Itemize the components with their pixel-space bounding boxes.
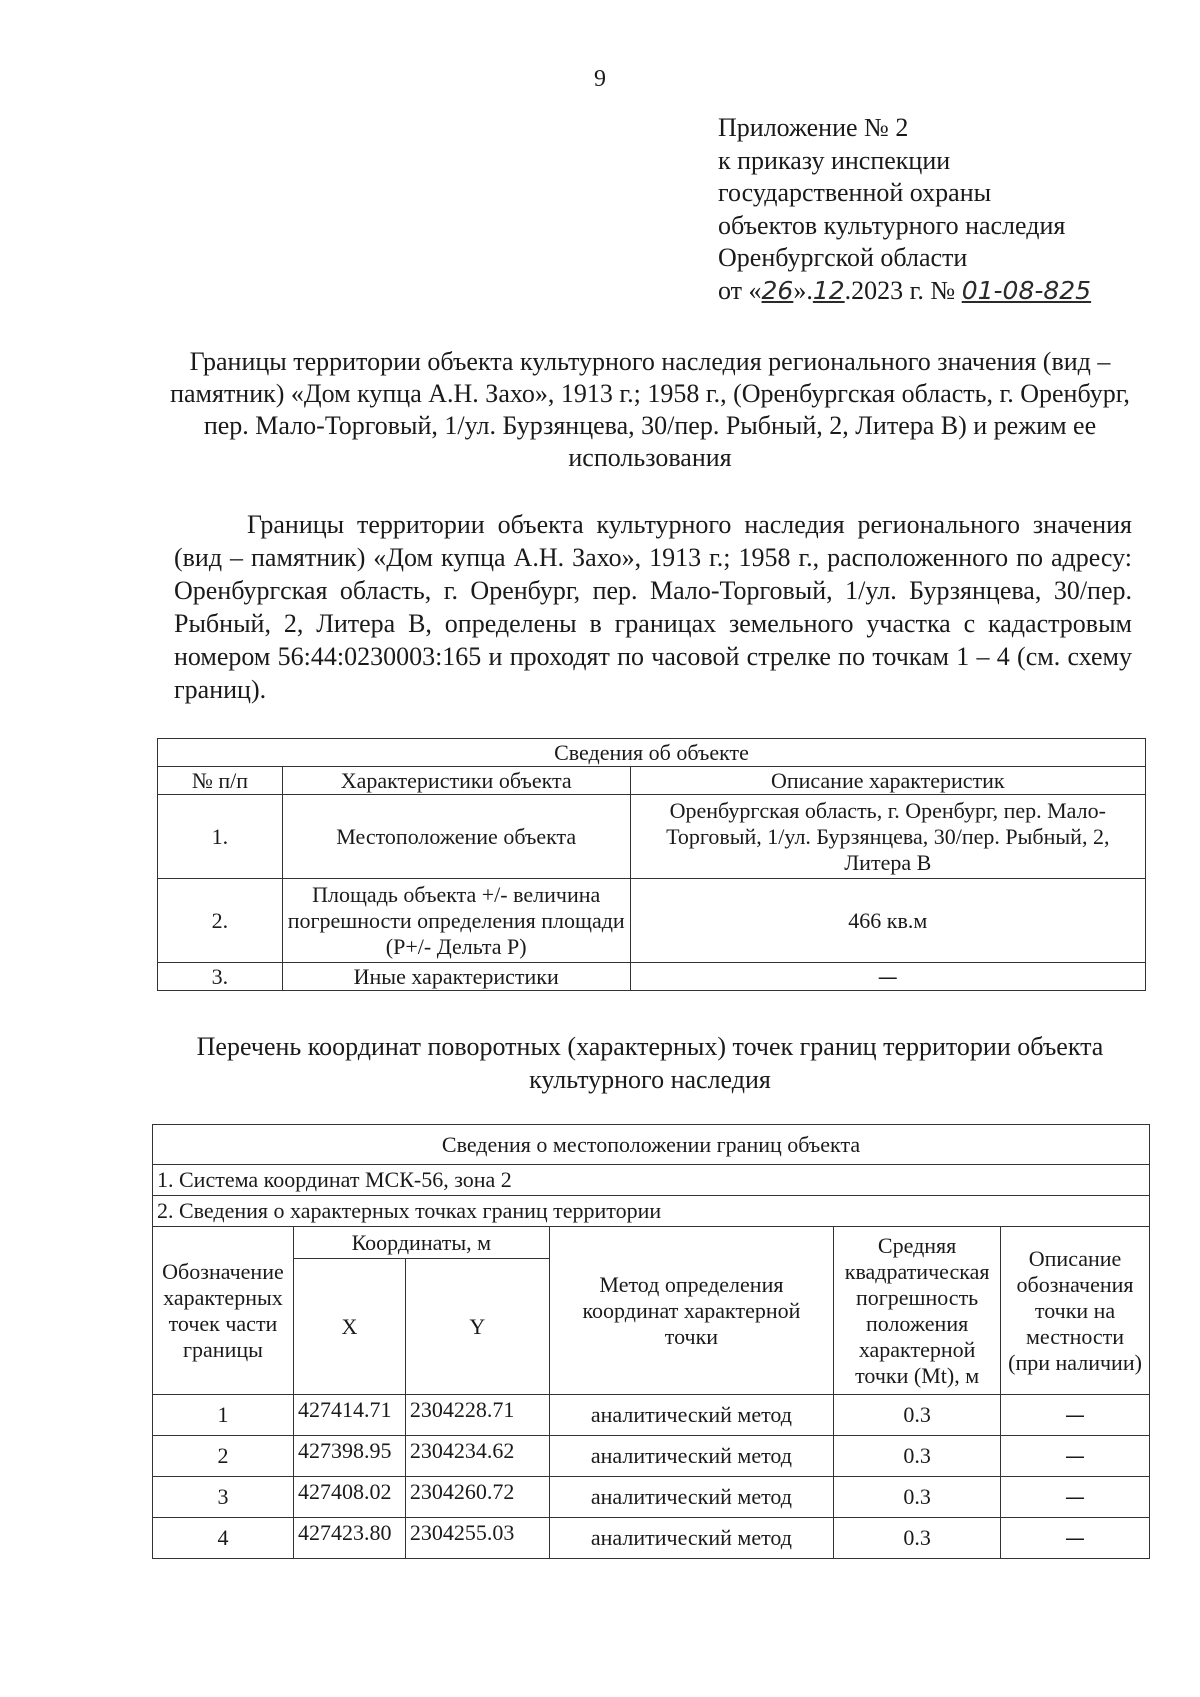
- row-description: 466 кв.м: [630, 879, 1145, 963]
- table-row: [158, 963, 1146, 991]
- table-row: [153, 1477, 1150, 1518]
- coord-x: 427414.71: [293, 1395, 405, 1436]
- date-year: .2023 г. №: [844, 275, 956, 305]
- header-method: Метод определения координат характерной точки: [549, 1227, 833, 1395]
- header-description: Описание характеристик: [630, 767, 1145, 795]
- coord-y: 2304260.72: [405, 1477, 549, 1518]
- point-id: 1: [153, 1395, 294, 1436]
- point-id: 4: [153, 1518, 294, 1559]
- table-row: [158, 879, 1146, 963]
- boundary-paragraph: Границы территории объекта культурного наследия регионального значения (вид – памятник) «Дом купца А.Н. Захо», 1913 г.; 1958 г., расположенного по адресу: Оренбургская область, г. Оренбург, пер. Мало-Торговый, 1/ул. Бурзянцева, 30/пер. Рыбный, 2, Литера В, определены в границах земельного участка с кадастровым номером 56:44:0230003:165 и проходят по часовой стрелке по точкам 1 – 4 (см. схему границ).: [174, 510, 1132, 704]
- point-description: —: [1001, 1518, 1150, 1559]
- row-number: 2.: [158, 879, 283, 963]
- point-description: —: [1001, 1436, 1150, 1477]
- appendix-line-5: Оренбургской области: [718, 243, 968, 272]
- row-characteristic: Иные характеристики: [282, 963, 630, 991]
- object-table-caption: Сведения об объекте: [158, 739, 1146, 767]
- table-row: [153, 1518, 1150, 1559]
- error-mt: 0.3: [834, 1518, 1001, 1559]
- coord-x: 427408.02: [293, 1477, 405, 1518]
- page-number: 9: [594, 66, 606, 92]
- header-point: Обозначение характерных точек части границы: [153, 1227, 294, 1395]
- row-number: 1.: [158, 795, 283, 879]
- row-description: —: [630, 963, 1145, 991]
- header-y: Y: [405, 1259, 549, 1395]
- method: аналитический метод: [549, 1518, 833, 1559]
- date-day-handwritten: 26: [761, 275, 794, 305]
- coord-x: 427423.80: [293, 1518, 405, 1559]
- appendix-line-4: объектов культурного наследия: [718, 210, 1066, 240]
- coord-section: 2. Сведения о характерных точках границ территории: [153, 1196, 1150, 1227]
- error-mt: 0.3: [834, 1395, 1001, 1436]
- coord-y: 2304255.03: [405, 1518, 549, 1559]
- coord-y: 2304234.62: [405, 1436, 549, 1477]
- table-row: [153, 1436, 1150, 1477]
- row-description: Оренбургская область, г. Оренбург, пер. Мало-Торговый, 1/ул. Бурзянцева, 30/пер. Рыбный, 2, Литера В: [630, 795, 1145, 879]
- coord-table-caption: Сведения о местоположении границ объекта: [153, 1125, 1150, 1165]
- date-month-handwritten: 12: [812, 275, 845, 305]
- method: аналитический метод: [549, 1477, 833, 1518]
- appendix-header: [718, 112, 1091, 307]
- appendix-line-3: государственной охраны: [718, 178, 992, 207]
- error-mt: 0.3: [834, 1436, 1001, 1477]
- header-x: X: [293, 1259, 405, 1395]
- header-point-description: Описание обозначения точки на местности (при наличии): [1001, 1227, 1150, 1395]
- date-mid: ».: [793, 275, 813, 305]
- header-number: № п/п: [158, 767, 283, 795]
- coordinates-table: [152, 1124, 1150, 1559]
- object-info-table: [157, 738, 1146, 991]
- coord-x: 427398.95: [293, 1436, 405, 1477]
- table-row: [158, 795, 1146, 879]
- point-description: —: [1001, 1477, 1150, 1518]
- table-row: [153, 1395, 1150, 1436]
- order-date-line: [718, 275, 1091, 308]
- document-title: Границы территории объекта культурного наследия регионального значения (вид – памятник) «Дом купца А.Н. Захо», 1913 г.; 1958 г., (Оренбургская область, г. Оренбург, пер. Мало-Торговый, 1/ул. Бурзянцева, 30/пер. Рыбный, 2, Литера В) и режим ее использования: [170, 347, 1130, 472]
- date-prefix: от «: [718, 275, 762, 305]
- appendix-line-1: Приложение № 2: [718, 113, 909, 142]
- coordinates-list-title: Перечень координат поворотных (характерных) точек границ территории объекта культурного наследия: [196, 1032, 1104, 1094]
- method: аналитический метод: [549, 1395, 833, 1436]
- coord-y: 2304228.71: [405, 1395, 549, 1436]
- header-characteristics: Характеристики объекта: [282, 767, 630, 795]
- row-characteristic: Площадь объекта +/- величина погрешности определения площади (Р+/- Дельта Р): [282, 879, 630, 963]
- point-description: —: [1001, 1395, 1150, 1436]
- row-number: 3.: [158, 963, 283, 991]
- point-id: 3: [153, 1477, 294, 1518]
- point-id: 2: [153, 1436, 294, 1477]
- error-mt: 0.3: [834, 1477, 1001, 1518]
- method: аналитический метод: [549, 1436, 833, 1477]
- appendix-line-2: к приказу инспекции: [718, 145, 951, 175]
- order-number-handwritten: 01-08-825: [961, 275, 1092, 305]
- coord-system: 1. Система координат МСК-56, зона 2: [153, 1165, 1150, 1196]
- header-coordinates: Координаты, м: [293, 1227, 549, 1259]
- header-error: Средняя квадратическая погрешность положения характерной точки (Mt), м: [834, 1227, 1001, 1395]
- row-characteristic: Местоположение объекта: [282, 795, 630, 879]
